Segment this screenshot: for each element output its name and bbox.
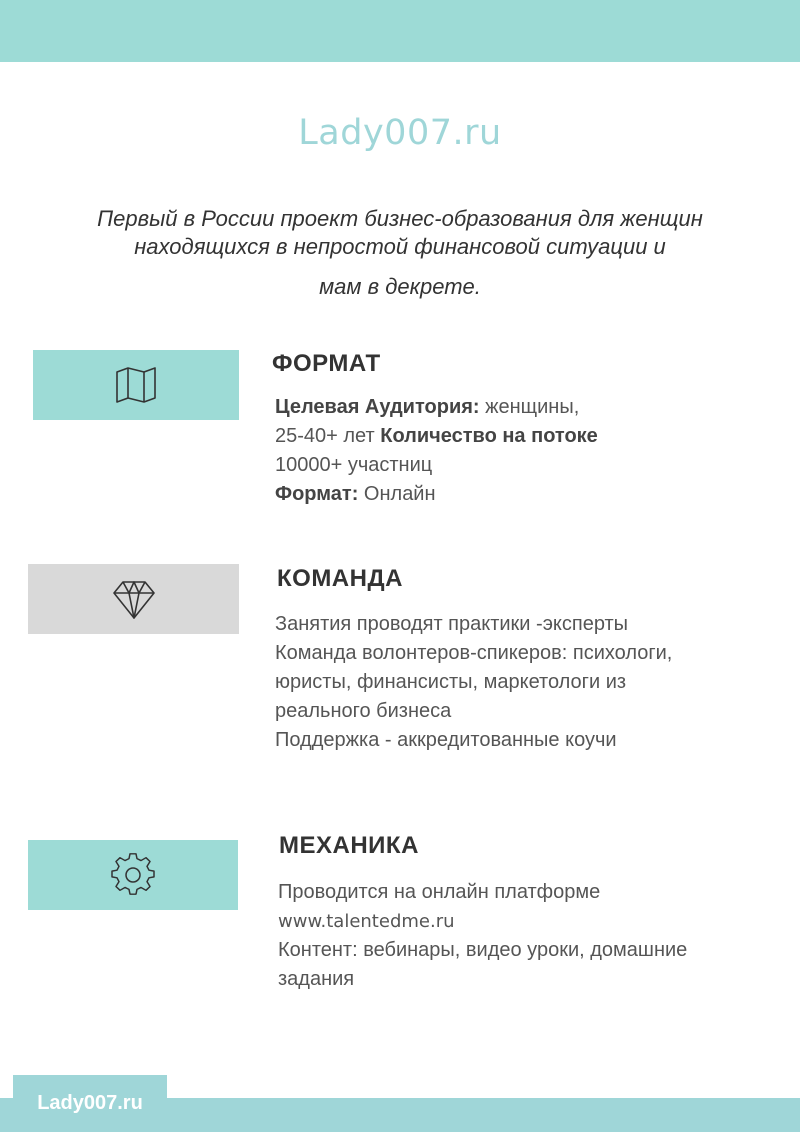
count-value: 10000+ участниц	[275, 454, 433, 476]
format-body	[275, 393, 598, 509]
top-banner	[0, 0, 800, 62]
intro-line-2: мам в декрете.	[319, 274, 481, 299]
mechanics-icon-box	[28, 840, 238, 910]
mechanics-line: Проводится на онлайн платформе	[278, 881, 601, 903]
team-icon-box	[28, 564, 239, 634]
diamond-icon	[111, 576, 157, 622]
audience-value: женщины,	[479, 396, 580, 418]
mechanics-line: задания	[278, 968, 355, 990]
format-value: Онлайн	[358, 483, 436, 505]
map-icon	[113, 362, 159, 408]
format-icon-box	[33, 350, 239, 420]
team-body	[275, 610, 672, 755]
site-title: Lady007.ru	[298, 113, 502, 153]
audience-label: Целевая Аудитория:	[275, 396, 480, 418]
mechanics-heading: МЕХАНИКА	[279, 832, 419, 859]
age-value: 25-40+ лет	[275, 425, 381, 447]
intro-line-1: Первый в России проект бизнес-образования для женщин находящихся в непростой финансовой ситуации и	[97, 206, 703, 259]
team-line: реального бизнеса	[275, 700, 452, 722]
footer-brand: Lady007.ru	[13, 1075, 167, 1132]
format-label: Формат:	[275, 483, 359, 505]
platform-link[interactable]: www.talentedme.ru	[278, 911, 455, 932]
team-line: Команда волонтеров-спикеров: психологи,	[275, 642, 673, 664]
team-line: Занятия проводят практики -эксперты	[275, 613, 629, 635]
gear-icon	[110, 852, 156, 898]
format-heading: ФОРМАТ	[272, 350, 381, 377]
count-label: Количество на потоке	[380, 425, 598, 447]
mechanics-line: Контент: вебинары, видео уроки, домашние	[278, 939, 688, 961]
team-heading: КОМАНДА	[277, 565, 403, 592]
team-line: Поддержка - аккредитованные коучи	[275, 729, 617, 751]
mechanics-body	[278, 878, 687, 994]
intro-text	[60, 205, 740, 301]
team-line: юристы, финансисты, маркетологи из	[275, 671, 627, 693]
